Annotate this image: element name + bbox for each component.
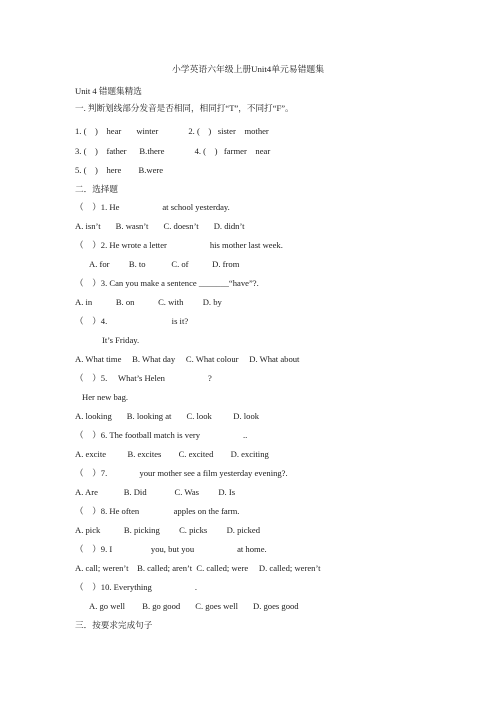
page-title: 小学英语六年级上册Unit4单元易错题集	[172, 64, 324, 74]
part1-row-2: 3. ( ) father B.there 4. ( ) farmer near	[75, 146, 271, 156]
question-9-stem: （ ）9. I you, but you at home.	[75, 544, 267, 554]
question-8-options: A. pick B. picking C. picks D. picked	[75, 525, 260, 535]
part1-row-3: 5. ( ) here B.were	[75, 165, 164, 175]
question-5-options: A. looking B. looking at C. look D. look	[75, 411, 260, 421]
question-8-stem: （ ）8. He often apples on the farm.	[75, 506, 240, 516]
section-one-heading: 一. 判断划线部分发音是否相同，相同打“T”，不同打“F”。	[75, 103, 294, 113]
question-4-stem: （ ）4. is it?	[75, 316, 189, 326]
question-2-options: A. for B. to C. of D. from	[89, 259, 240, 269]
question-3-options: A. in B. on C. with D. by	[75, 297, 222, 307]
section-three-heading: 三．按要求完成句子	[75, 620, 153, 630]
question-4-options: A. What time B. What day C. What colour D. What about	[75, 354, 300, 364]
question-4-answer: It’s Friday.	[102, 335, 140, 345]
question-6-options: A. excite B. excites C. excited D. exciting	[75, 449, 269, 459]
question-3-stem: （ ）3. Can you make a sentence _______“have”?.	[75, 278, 259, 288]
question-10-stem: （ ）10. Everything .	[75, 582, 197, 592]
question-9-options: A. call; weren’t B. called; aren’t C. called; were D. called; weren’t	[75, 563, 321, 573]
question-2-stem: （ ）2. He wrote a letter his mother last week.	[75, 240, 283, 250]
question-5-stem: （ ）5. What’s Helen ?	[75, 373, 212, 383]
subtitle: Unit 4 错题集精选	[75, 86, 142, 96]
part1-row-1: 1. ( ) hear winter 2. ( ) sister mother	[75, 126, 269, 136]
question-10-options: A. go well B. go good C. goes well D. goes good	[89, 601, 299, 611]
question-7-stem: （ ）7. your mother see a film yesterday evening?.	[75, 468, 288, 478]
question-5-answer: Her new bag.	[82, 392, 129, 402]
question-1-options: A. isn’t B. wasn’t C. doesn’t D. didn’t	[75, 221, 245, 231]
question-6-stem: （ ）6. The football match is very ..	[75, 430, 248, 440]
question-1-stem: （ ）1. He at school yesterday.	[75, 202, 230, 212]
section-two-heading: 二．选择题	[75, 184, 118, 194]
question-7-options: A. Are B. Did C. Was D. Is	[75, 487, 236, 497]
